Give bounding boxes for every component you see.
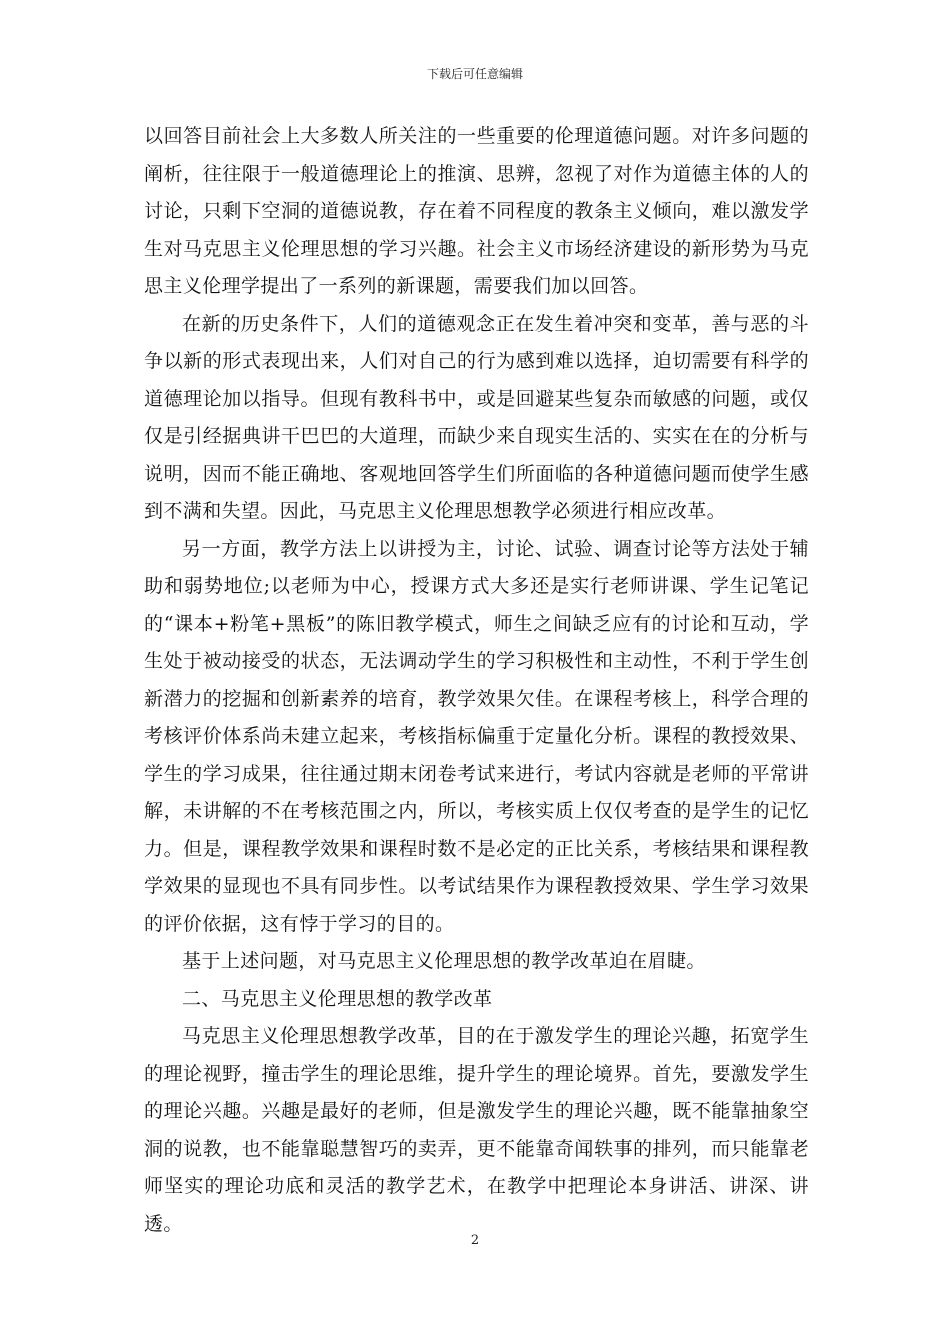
paragraph: 在新的历史条件下，人们的道德观念正在发生着冲突和变革，善与恶的斗争以新的形式表现出来，人们对自己的行为感到难以选择，迫切需要有科学的道德理论加以指导。但现有教科书中，或是回避某些复杂而敏感的问题，或仅仅是引经据典讲干巴巴的大道理，而缺少来自现实生活的、实实在在的分析与说明，因而不能正确地、客观地回答学生们所面临的各种道德问题而使学生感到不满和失望。因此，马克思主义伦理思想教学必须进行相应改革。: [144, 312, 809, 522]
page-number: 2: [470, 1233, 480, 1248]
page-header: 下载后可任意编辑: [426, 67, 523, 81]
paragraph: 马克思主义伦理思想教学改革，目的在于激发学生的理论兴趣，拓宽学生的理论视野，撞击学生的理论思维，提升学生的理论境界。首先，要激发学生的理论兴趣。兴趣是最好的老师，但是激发学生的理论兴趣，既不能靠抽象空洞的说教，也不能靠聪慧智巧的卖弄，更不能靠奇闻轶事的排列，而只能靠老师坚实的理论功底和灵活的教学艺术，在教学中把理论本身讲活、讲深、讲透。: [144, 1025, 809, 1235]
paragraph-continued: 以回答目前社会上大多数人所关注的一些重要的伦理道德问题。对许多问题的阐析，往往限于一般道德理论上的推演、思辨，忽视了对作为道德主体的人的讨论，只剩下空洞的道德说教，存在着不同程度的教条主义倾向，难以激发学生对马克思主义伦理思想的学习兴趣。社会主义市场经济建设的新形势为马克思主义伦理学提出了一系列的新课题，需要我们加以回答。: [144, 125, 809, 297]
paragraph: 基于上述问题，对马克思主义伦理思想的教学改革迫在眉睫。: [182, 950, 706, 972]
section-heading: 二、马克思主义伦理思想的教学改革: [182, 987, 493, 1010]
document-body: [144, 118, 809, 1243]
paragraph: 另一方面，教学方法上以讲授为主，讨论、试验、调查讨论等方法处于辅助和弱势地位;以老师为中心，授课方式大多还是实行老师讲课、学生记笔记的“课本+粉笔+黑板”的陈旧教学模式，师生之间缺乏应有的讨论和互动，学生处于被动接受的状态，无法调动学生的学习积极性和主动性，不利于学生创新潜力的挖掘和创新素养的培育，教学效果欠佳。在课程考核上，科学合理的考核评价体系尚未建立起来，考核指标偏重于定量化分析。课程的教授效果、学生的学习成果，往往通过期末闭卷考试来进行，考试内容就是老师的平常讲解，未讲解的不在考核范围之内，所以，考核实质上仅仅考查的是学生的记忆力。但是，课程教学效果和课程时数不是必定的正比关系，考核结果和课程教学效果的显现也不具有同步性。以考试结果作为课程教授效果、学生学习效果的评价依据，这有悖于学习的目的。: [144, 537, 809, 935]
